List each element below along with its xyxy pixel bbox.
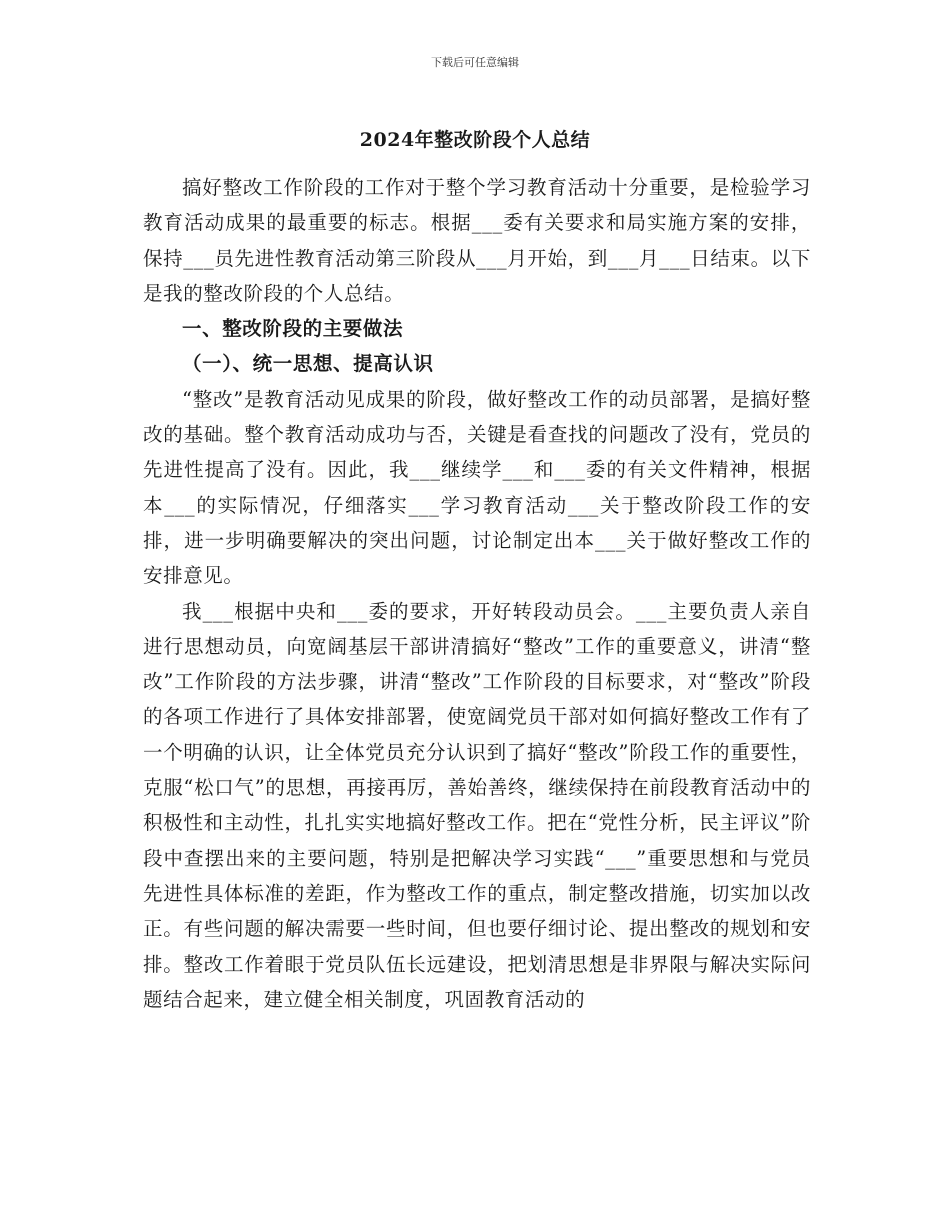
paragraph-intro: 搞好整改工作阶段的工作对于整个学习教育活动十分重要，是检验学习教育活动成果的最重要的标志。根据___委有关要求和局实施方案的安排，保持___员先进性教育活动第三阶段从___月开始，到___月___日结束。以下是我的整改阶段的个人总结。 — [143, 176, 811, 305]
subsection-heading-1: （一）、统一思想、提高认识 — [182, 352, 434, 376]
section-heading-1: 一、整改阶段的主要做法 — [182, 317, 404, 341]
document-body — [143, 170, 811, 1017]
document-title: 2024年整改阶段个人总结 — [359, 129, 591, 151]
page-header-note: 下载后可任意编辑 — [431, 56, 519, 69]
paragraph-mobilization-meeting: 我___根据中央和___委的要求，开好转段动员会。___主要负责人亲自进行思想动员，向宽阔基层干部讲清搞好“整改”工作的重要意义，讲清“整改”工作阶段的方法步骤，讲清“整改”工作阶段的目标要求，对“整改”阶段的各项工作进行了具体安排部署，使宽阔党员干部对如何搞好整改工作有了一个明确的认识，让全体党员充分认识到了搞好“整改”阶段工作的重要性，克服“松口气”的思想，再接再厉，善始善终，继续保持在前段教育活动中的积极性和主动性，扎扎实实地搞好整改工作。把在“党性分析，民主评议”阶段中查摆出来的主要问题，特别是把解决学习实践“___”重要思想和与党员先进性具体标准的差距，作为整改工作的重点，制定整改措施，切实加以改正。有些问题的解决需要一些时间，但也要仔细讨论、提出整改的规划和安排。整改工作着眼于党员队伍长远建设，把划清思想是非界限与解决实际问题结合起来，建立健全相关制度，巩固教育活动的 — [143, 599, 811, 1011]
paragraph-rectification-stage: “整改”是教育活动见成果的阶段，做好整改工作的动员部署，是搞好整改的基础。整个教育活动成功与否，关键是看查找的问题改了没有，党员的先进性提高了没有。因此，我___继续学___和___委的有关文件精神，根据本___的实际情况，仔细落实___学习教育活动___关于整改阶段工作的安排，进一步明确要解决的突出问题，讨论制定出本___关于做好整改工作的安排意见。 — [143, 387, 811, 588]
